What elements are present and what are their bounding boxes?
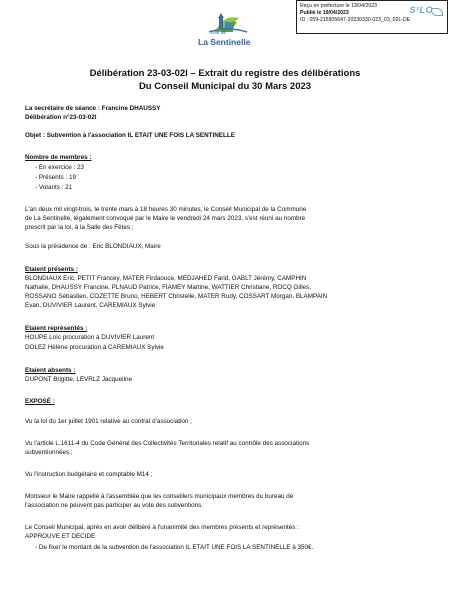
presents-line-1: BLONDIAUX Eric, PETIT Francey, MATER Firdaouce, MEDJAHED Farid, GABLT Jérémy, CAMPHIN xyxy=(25,275,307,282)
expose-article-1: Vu l'article L.1611-4 du Code Général des Collectivités Territoriales relatif au contrôle des associations xyxy=(25,440,310,447)
document-subtitle: Du Conseil Municipal du 30 Mars 2023 xyxy=(138,81,312,92)
prefecture-stamp xyxy=(296,0,448,34)
intro-line-2: de La Sentinelle, légalement convoqué par le Maire le vendredi 24 mars 2023, s'est réuni au nombre xyxy=(25,215,306,222)
objet-line: Objet : Subvention à l'association IL ETAIT UNE FOIS LA SENTINELLE xyxy=(25,132,235,139)
intro-line-1: L'an deux mil vingt-trois, le trente mars à 18 heures 30 minutes, le Conseil Municipal de la Commune xyxy=(25,206,307,213)
expose-loi: Vu la loi du 1er juillet 1901 relative au contrat d'association ; xyxy=(25,418,192,425)
secretary-line: La secrétaire de séance : Francine DHAUSSY xyxy=(25,105,161,112)
presidence-line: Sous la présidence de : Eric BLONDIAUX, Maire xyxy=(25,243,161,250)
represents-line-2: DOLEZ Hélène procuration à CAREMIAUX Sylvie xyxy=(25,344,164,351)
expose-bullet: - De fixer le montant de la subvention de l'association IL ETAIT UNE FOIS LA SENTINELLE à 350€. xyxy=(35,544,314,551)
presents-line-3: ROSSANO Sébastien, COZETTE Bruno, HEBERT Christelle, MATER Rudy, COSSART Morgan, BLAMPAIN xyxy=(25,293,328,300)
membres-exercice: - En exercice : 23 xyxy=(35,164,84,171)
presents-heading: Etaient présents : xyxy=(25,266,78,273)
logo-town-name: La Sentinelle xyxy=(198,37,251,47)
expose-heading: EXPOSÉ : xyxy=(25,398,55,405)
presents-line-4: Evan, DUVIVIER Laurent, CAREMIAUX Sylvie xyxy=(25,302,156,309)
membres-heading: Nombre de membres : xyxy=(25,154,92,161)
expose-maire-2: l'association ne peuvent pas participer au vote des subventions. xyxy=(25,502,203,509)
document-title: Délibération 23-03-02l – Extrait du registre des délibérations xyxy=(89,68,361,79)
membres-presents: - Présents : 19 xyxy=(35,174,76,181)
intro-line-3: prescrit par la loi, à la Salle des Fêtes ; xyxy=(25,224,134,231)
expose-conseil-1: Le Conseil Municipal, après en avoir délibéré à l'unanimité des membres présents et représentés : xyxy=(25,524,299,531)
stamp-brand: S²LO xyxy=(409,5,433,15)
stamp-received: Reçu en préfecture le 13/04/2023 xyxy=(300,3,378,9)
represents-heading: Etaient représentés : xyxy=(25,325,88,332)
presents-line-2: Nathalie, DHAUSSY Francine, PLNAUD Patrice, FIAMEY Martine, WATTIER Christiane, ROCQ Gilles, xyxy=(25,284,312,291)
stamp-published: Publié le 19/04/2023 xyxy=(300,10,349,16)
represents-line-1: HOUPE Loïc procuration à DUVIVIER Laurent xyxy=(25,334,155,341)
deliberation-number: Délibération n°23-03-02l xyxy=(25,114,97,121)
membres-votants: - Votants : 21 xyxy=(35,184,73,191)
expose-article-2: subventionnées ; xyxy=(25,449,73,456)
expose-instruction: Vu l'instruction budgétaire et comptable M14 ; xyxy=(25,471,153,478)
slo-logo-icon xyxy=(431,8,443,16)
logo-ville: Ville de xyxy=(210,30,227,36)
expose-maire-1: Monsieur le Maire rappelle à l'assemblée que les conseillers municipaux membres du bureau de xyxy=(25,493,294,500)
absents-heading: Etaient absents : xyxy=(25,367,76,374)
expose-conseil-2: APPROUVE ET DECIDE xyxy=(25,533,96,540)
absents-line-1: DUPONT Brigitte, LEVRLZ Jacqueline xyxy=(25,376,132,383)
stamp-id: ID : 059-215905647-20230330-023_03_02L-DE xyxy=(300,17,411,23)
